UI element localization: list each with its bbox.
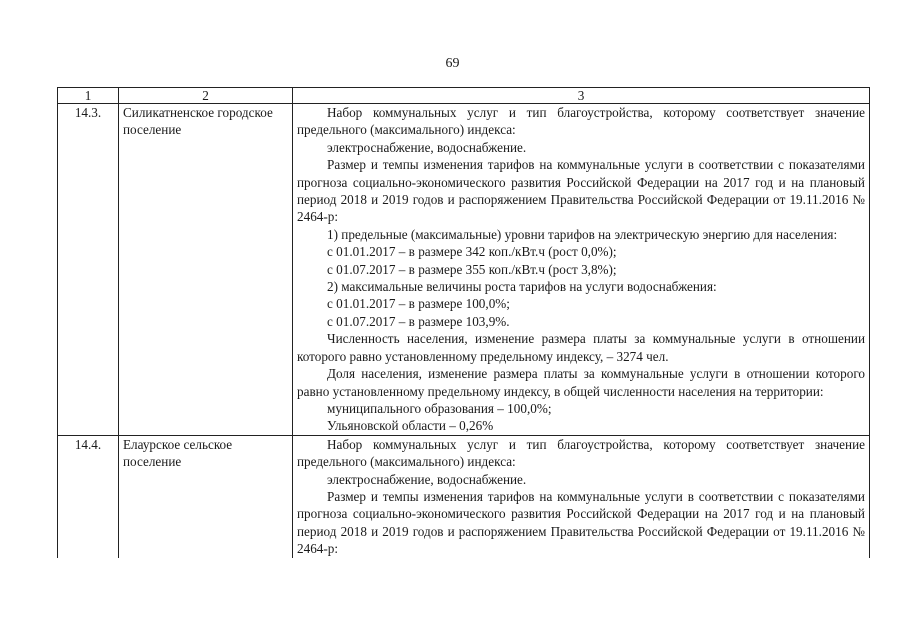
content-paragraph: Набор коммунальных услуг и тип благоустройства, которому соответствует значение предельного (максимального) индекса: xyxy=(297,105,865,138)
settlement-name: Елаурское сельское поселение xyxy=(119,435,293,557)
page-number: 69 xyxy=(445,56,460,71)
content-line: с 01.01.2017 – в размере 100,0%; xyxy=(327,296,510,312)
column-header-2: 2 xyxy=(119,88,293,104)
content-line: электроснабжение, водоснабжение. xyxy=(327,471,527,487)
content-paragraph: Доля населения, изменение размера платы за коммунальные услуги в отношении которого равно установленному предельному индексу, в общей численности населения на территории: xyxy=(297,366,865,399)
row-number: 14.3. xyxy=(58,104,119,436)
content-line: 2) максимальные величины роста тарифов на услуги водоснабжения: xyxy=(327,279,717,295)
content-line: с 01.07.2017 – в размере 103,9%. xyxy=(327,313,510,329)
content-paragraph: Набор коммунальных услуг и тип благоустройства, которому соответствует значение предельного (максимального) индекса: xyxy=(297,436,865,470)
content-line: муниципального образования – 100,0%; xyxy=(327,400,552,416)
content-line: электроснабжение, водоснабжение. xyxy=(327,139,527,155)
content-paragraph: Размер и темпы изменения тарифов на коммунальные услуги в соответствии с показателями прогноза социально-экономического развития Российской Федерации на 2017 год и на плановый период 2018 и 2019 годов и распоряжением Правительства Российской Федерации от 19.11.2016 № 2464-р: xyxy=(297,488,865,557)
content-paragraph: Численность населения, изменение размера платы за коммунальные услуги в отношении которого равно установленному предельному индексу, – 3274 чел. xyxy=(297,331,865,364)
column-header-1: 1 xyxy=(58,88,119,104)
row-content xyxy=(293,104,870,436)
tariff-table xyxy=(57,87,870,558)
content-line: Ульяновской области – 0,26% xyxy=(327,418,494,434)
content-line: с 01.01.2017 – в размере 342 коп./кВт.ч (рост 0,0%); xyxy=(327,244,617,260)
content-paragraph: Размер и темпы изменения тарифов на коммунальные услуги в соответствии с показателями прогноза социально-экономического развития Российской Федерации на 2017 год и на плановый период 2018 и 2019 годов и распоряжением Правительства Российской Федерации от 19.11.2016 № 2464-р: xyxy=(297,157,865,225)
table-row xyxy=(58,104,870,436)
row-content xyxy=(293,435,870,557)
settlement-name: Силикатненское городское поселение xyxy=(119,104,293,436)
content-line: с 01.07.2017 – в размере 355 коп./кВт.ч (рост 3,8%); xyxy=(327,261,617,277)
row-number: 14.4. xyxy=(58,435,119,557)
table-header-row xyxy=(58,88,870,104)
column-header-3: 3 xyxy=(293,88,870,104)
content-paragraph: 1) предельные (максимальные) уровни тарифов на электрическую энергию для населения: xyxy=(327,226,838,242)
table-row xyxy=(58,435,870,557)
